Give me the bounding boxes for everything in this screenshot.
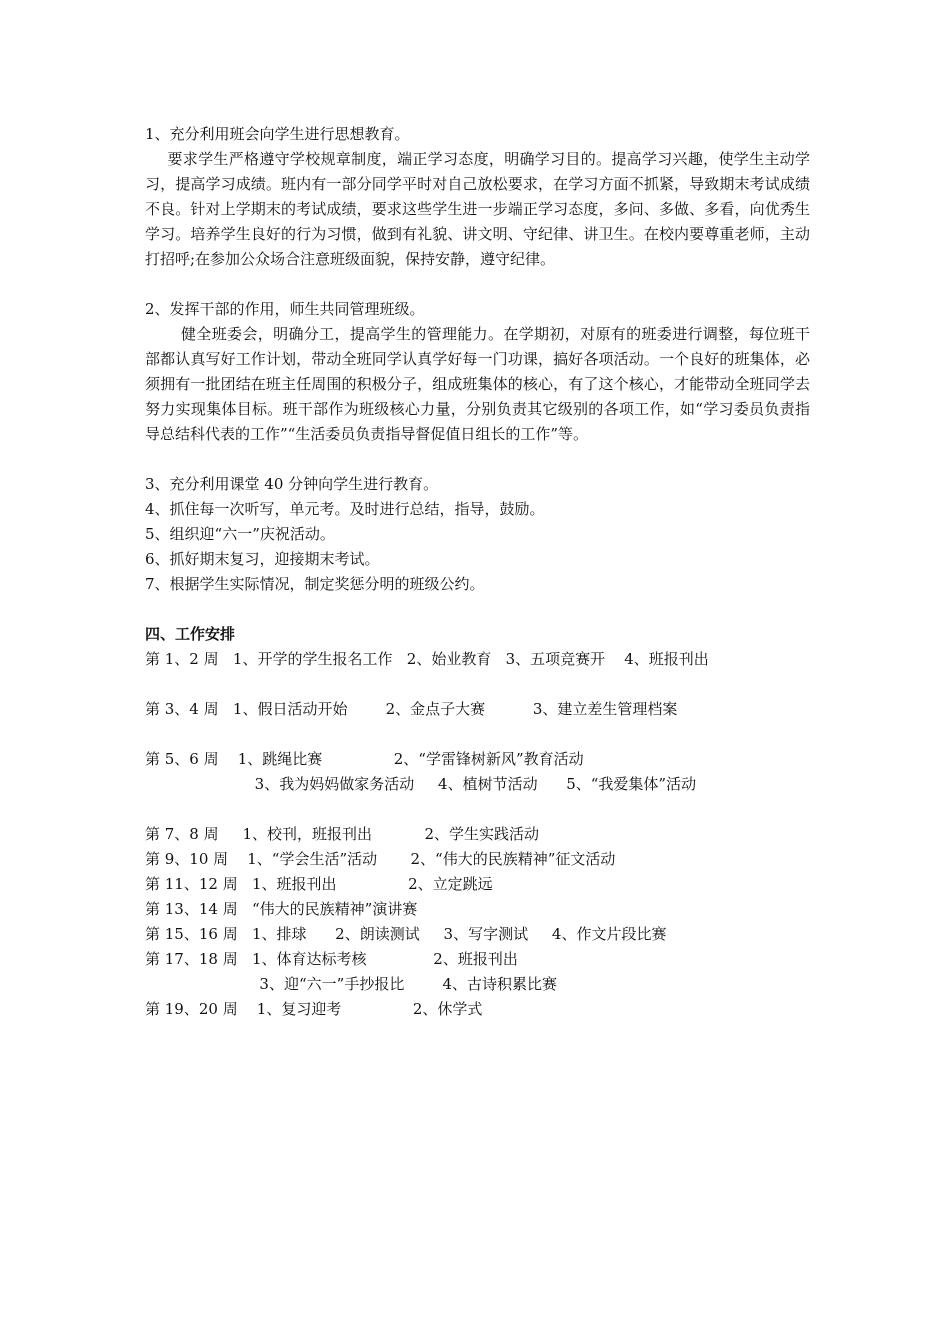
section1-title: 1、充分利用班会向学生进行思想教育。 — [145, 125, 410, 143]
schedule-week-17-18: 第 17、18 周 1、体育达标考核 2、班报刊出 — [145, 950, 518, 968]
schedule-heading: 四、工作安排 — [145, 625, 236, 643]
item-3: 3、充分利用课堂 40 分钟向学生进行教育。 — [145, 475, 439, 493]
spacer — [145, 447, 810, 472]
schedule-week-9-10: 第 9、10 周 1、“学会生活”活动 2、“伟大的民族精神”征文活动 — [145, 850, 616, 868]
schedule-week-7-8: 第 7、8 周 1、校刊，班报刊出 2、学生实践活动 — [145, 825, 540, 843]
schedule-week-17-18-cont: 3、迎“六一”手抄报比 4、古诗积累比赛 — [145, 975, 558, 993]
schedule-week-5-6-cont: 3、我为妈妈做家务活动 4、植树节活动 5、“我爱集体”活动 — [145, 775, 697, 793]
schedule-week-11-12: 第 11、12 周 1、班报刊出 2、立定跳远 — [145, 875, 493, 893]
item-5: 5、组织迎“六一”庆祝活动。 — [145, 525, 335, 543]
spacer — [145, 597, 810, 622]
item-6: 6、抓好期末复习，迎接期末考试。 — [145, 550, 380, 568]
schedule-week-1-2: 第 1、2 周 1、开学的学生报名工作 2、始业教育 3、五项竞赛开 4、班报刊出 — [145, 650, 709, 668]
spacer — [145, 722, 810, 747]
schedule-week-13-14: 第 13、14 周 “伟大的民族精神”演讲赛 — [145, 900, 418, 918]
schedule-week-3-4: 第 3、4 周 1、假日活动开始 2、金点子大赛 3、建立差生管理档案 — [145, 700, 678, 718]
schedule-week-15-16: 第 15、16 周 1、排球 2、朗读测试 3、写字测试 4、作文片段比赛 — [145, 925, 667, 943]
item-7: 7、根据学生实际情况，制定奖惩分明的班级公约。 — [145, 575, 485, 593]
schedule-week-19-20: 第 19、20 周 1、复习迎考 2、休学式 — [145, 1000, 483, 1018]
document-page — [145, 122, 810, 1022]
spacer — [145, 272, 810, 297]
section1-body: 要求学生严格遵守学校规章制度，端正学习态度，明确学习目的。提高学习兴趣，使学生主动学习，提高学习成绩。班内有一部分同学平时对自己放松要求，在学习方面不抓紧，导致期末考试成绩不良。针对上学期末的考试成绩，要求这些学生进一步端正学习态度，多问、多做、多看，向优秀生学习。培养学生良好的行为习惯，做到有礼貌、讲文明、守纪律、讲卫生。在校内要尊重老师，主动打招呼;在参加公众场合注意班级面貌，保持安静，遵守纪律。 — [145, 150, 810, 268]
spacer — [145, 672, 810, 697]
schedule-week-5-6: 第 5、6 周 1、跳绳比赛 2、“学雷锋树新风”教育活动 — [145, 750, 584, 768]
item-4: 4、抓住每一次听写，单元考。及时进行总结，指导，鼓励。 — [145, 500, 545, 518]
spacer — [145, 797, 810, 822]
section2-body: 健全班委会，明确分工，提高学生的管理能力。在学期初，对原有的班委进行调整，每位班干部都认真写好工作计划，带动全班同学认真学好每一门功课，搞好各项活动。一个良好的班集体，必须拥有一批团结在班主任周围的积极分子，组成班集体的核心，有了这个核心，才能带动全班同学去努力实现集体目标。班干部作为班级核心力量，分别负责其它级别的各项工作，如“学习委员负责指导总结科代表的工作”“生活委员负责指导督促值日组长的工作”等。 — [145, 325, 810, 443]
section2-title: 2、发挥干部的作用，师生共同管理班级。 — [145, 300, 425, 318]
